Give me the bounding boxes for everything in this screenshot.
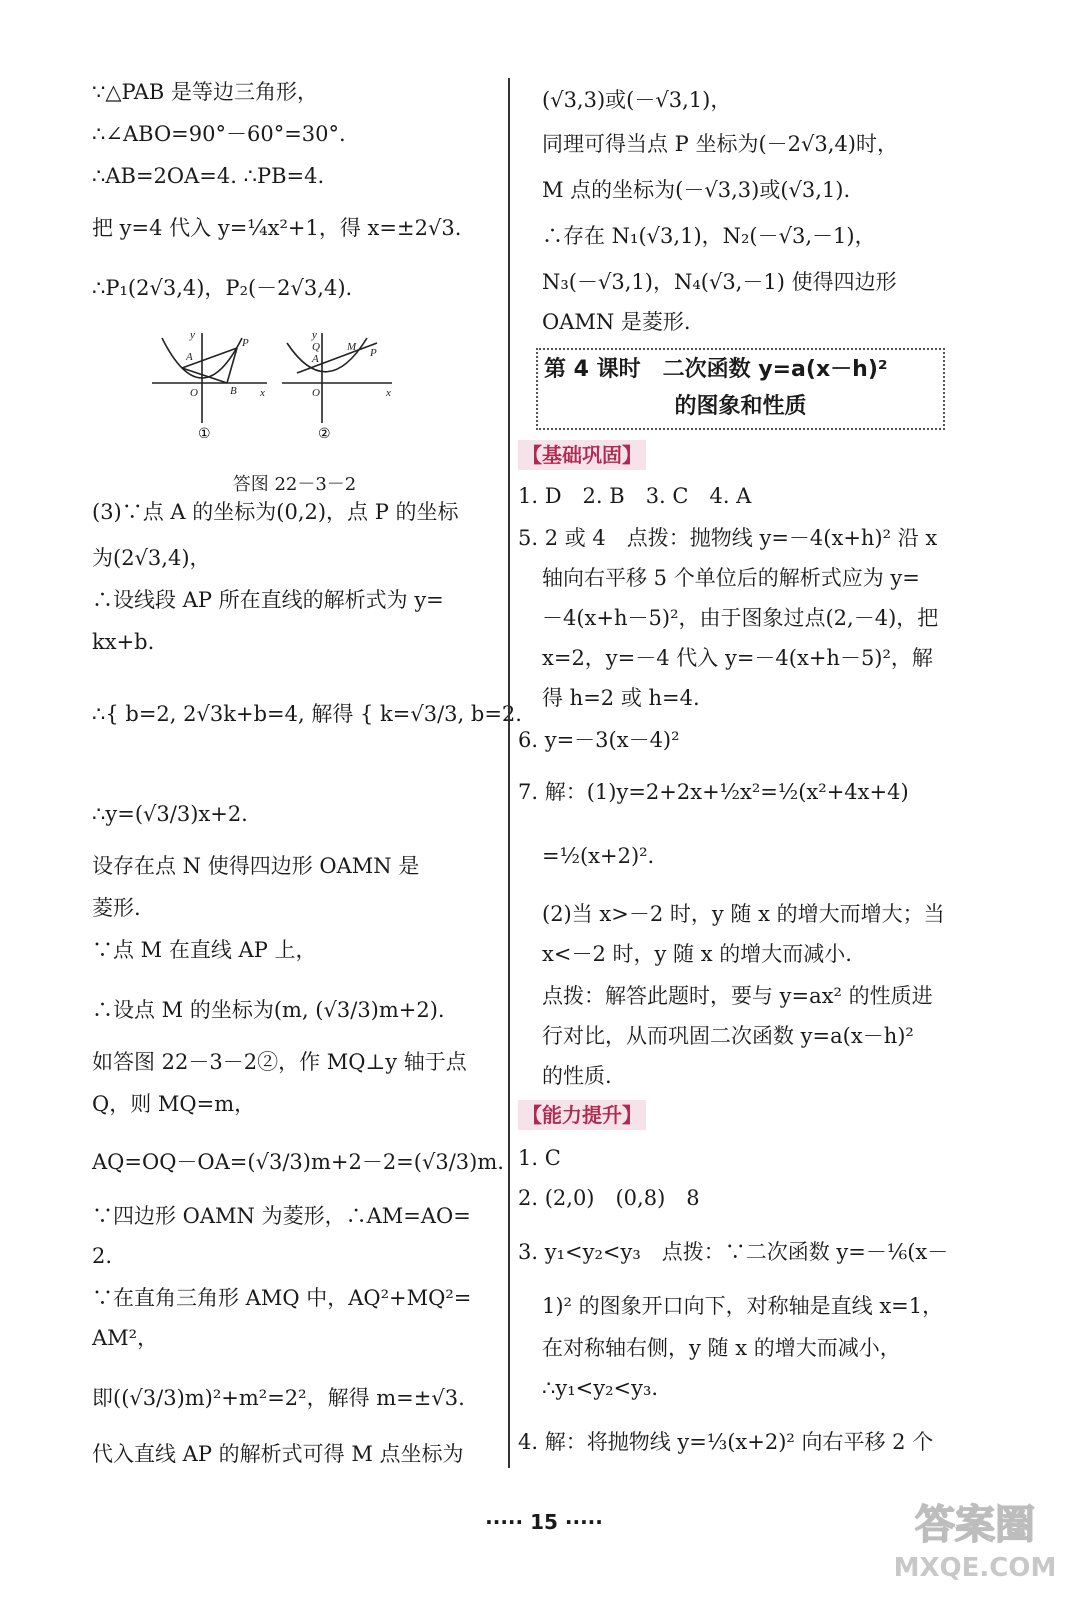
figure-sub-label: ①: [198, 426, 211, 442]
text-line: 把 y=4 代入 y=¼x²+1，得 x=±2√3.: [92, 216, 462, 240]
figure-label: P: [370, 347, 377, 359]
section-heading-basic: 【基础巩固】: [518, 440, 646, 470]
page-number: ····· 15 ·····: [485, 1510, 603, 1534]
text-line: AM²，: [92, 1326, 159, 1350]
text-line: ∵点 M 在直线 AP 上，: [92, 938, 317, 962]
watermark-url: MXQE.COM: [893, 1553, 1057, 1583]
text-line: (3)∵点 A 的坐标为(0,2)，点 P 的坐标: [92, 500, 459, 524]
text-line: 为(2√3,4)，: [92, 546, 211, 570]
column-divider: [508, 78, 510, 1468]
text-line: 2.: [92, 1244, 113, 1268]
text-line: 行对比，从而巩固二次函数 y=a(x－h)²: [542, 1024, 914, 1048]
text-line: ∴P₁(2√3,4)，P₂(－2√3,4).: [92, 276, 353, 300]
figure-label: A: [312, 353, 319, 365]
text-line: x=2，y=－4 代入 y=－4(x+h－5)²，解: [542, 646, 933, 670]
parabola-figure: [142, 328, 422, 468]
text-line: ∵在直角三角形 AMQ 中，AQ²+MQ²=: [92, 1286, 472, 1310]
text-line: 1. D 2. B 3. C 4. A: [518, 484, 752, 508]
text-line: =½(x+2)².: [542, 844, 655, 868]
figure-label: y: [190, 329, 195, 341]
figure-1: [152, 333, 267, 423]
text-line: 如答图 22－3－2②，作 MQ⊥y 轴于点: [92, 1050, 467, 1074]
text-line: ∴∠ABO=90°－60°=30°.: [92, 122, 346, 146]
lesson-title: 第 4 课时 二次函数 y=a(x－h)²: [544, 357, 888, 382]
text-line: (√3,3)或(－√3,1)，: [542, 88, 732, 112]
text-line: 1. C: [518, 1146, 561, 1170]
text-line: 在对称轴右侧，y 随 x 的增大而减小，: [542, 1336, 901, 1360]
text-line: 7. 解：(1)y=2+2x+½x²=½(x²+4x+4): [518, 780, 909, 804]
text-line: 得 h=2 或 h=4.: [542, 686, 700, 710]
text-line: ∴{ b=2, 2√3k+b=4, 解得 { k=√3/3, b=2.: [92, 702, 522, 726]
figure-label: y: [312, 329, 317, 341]
text-line: (2)当 x>－2 时，y 随 x 的增大而增大；当: [542, 902, 945, 926]
figure-label: B: [230, 385, 237, 397]
text-line: ∴y₁<y₂<y₃.: [542, 1376, 659, 1400]
text-line: Q，则 MQ=m，: [92, 1092, 256, 1116]
text-line: －4(x+h－5)²，由于图象过点(2,－4)，把: [542, 606, 939, 630]
text-line: kx+b.: [92, 630, 155, 654]
text-line: 轴向右平移 5 个单位后的解析式应为 y=: [542, 566, 920, 590]
text-line: M 点的坐标为(－√3,3)或(√3,1).: [542, 178, 851, 202]
watermark-logo: [880, 1490, 1070, 1590]
text-line: ∴设点 M 的坐标为(m, (√3/3)m+2).: [92, 998, 445, 1022]
text-line: ∵△PAB 是等边三角形，: [92, 80, 318, 104]
section-heading-advanced: 【能力提升】: [518, 1100, 646, 1130]
text-line: ∵四边形 OAMN 为菱形，∴AM=AO=: [92, 1204, 471, 1228]
figure-label: M: [347, 341, 357, 353]
lesson-title-box: [536, 348, 945, 430]
figure-label: A: [186, 351, 193, 363]
figure-caption: 答图 22－3－2: [232, 474, 357, 495]
text-line: ∴存在 N₁(√3,1)，N₂(－√3,－1)，: [542, 224, 876, 248]
text-line: 3. y₁<y₂<y₃ 点拨：∵二次函数 y=－⅙(x－: [518, 1240, 949, 1264]
text-line: 的性质.: [542, 1064, 612, 1088]
text-line: 1)² 的图象开口向下，对称轴是直线 x=1，: [542, 1294, 944, 1318]
text-line: 同理可得当点 P 坐标为(－2√3,4)时，: [542, 132, 899, 156]
text-line: ∴AB=2OA=4. ∴PB=4.: [92, 164, 325, 188]
text-line: ∴设线段 AP 所在直线的解析式为 y=: [92, 588, 444, 612]
figure-label: x: [386, 387, 391, 399]
text-line: ∴y=(√3/3)x+2.: [92, 802, 248, 826]
text-line: 设存在点 N 使得四边形 OAMN 是: [92, 854, 420, 878]
text-line: x<－2 时，y 随 x 的增大而减小.: [542, 942, 852, 966]
text-line: 5. 2 或 4 点拨：抛物线 y=－4(x+h)² 沿 x: [518, 526, 938, 550]
text-line: N₃(－√3,1)，N₄(√3,－1) 使得四边形: [542, 270, 897, 294]
text-line: 2. (2,0) (0,8) 8: [518, 1186, 700, 1210]
figure-label: Q: [312, 341, 320, 353]
figure-label: O: [190, 387, 198, 399]
text-line: 即((√3/3)m)²+m²=2²，解得 m=±√3.: [92, 1386, 465, 1410]
figure-label: P: [242, 337, 249, 349]
text-line: 4. 解：将抛物线 y=⅓(x+2)² 向右平移 2 个: [518, 1430, 934, 1454]
figure-sub-label: ②: [318, 426, 331, 442]
figure-label: O: [312, 387, 320, 399]
text-line: 菱形.: [92, 896, 141, 920]
figure-label: x: [260, 387, 265, 399]
text-line: OAMN 是菱形.: [542, 310, 691, 334]
watermark-text: 答案圈: [915, 1502, 1035, 1548]
text-line: 代入直线 AP 的解析式可得 M 点坐标为: [92, 1442, 464, 1466]
text-line: 点拨：解答此题时，要与 y=ax² 的性质进: [542, 984, 933, 1008]
text-line: AQ=OQ－OA=(√3/3)m+2－2=(√3/3)m.: [92, 1150, 504, 1174]
text-line: 6. y=－3(x－4)²: [518, 728, 680, 752]
lesson-subtitle: 的图象和性质: [674, 394, 807, 419]
